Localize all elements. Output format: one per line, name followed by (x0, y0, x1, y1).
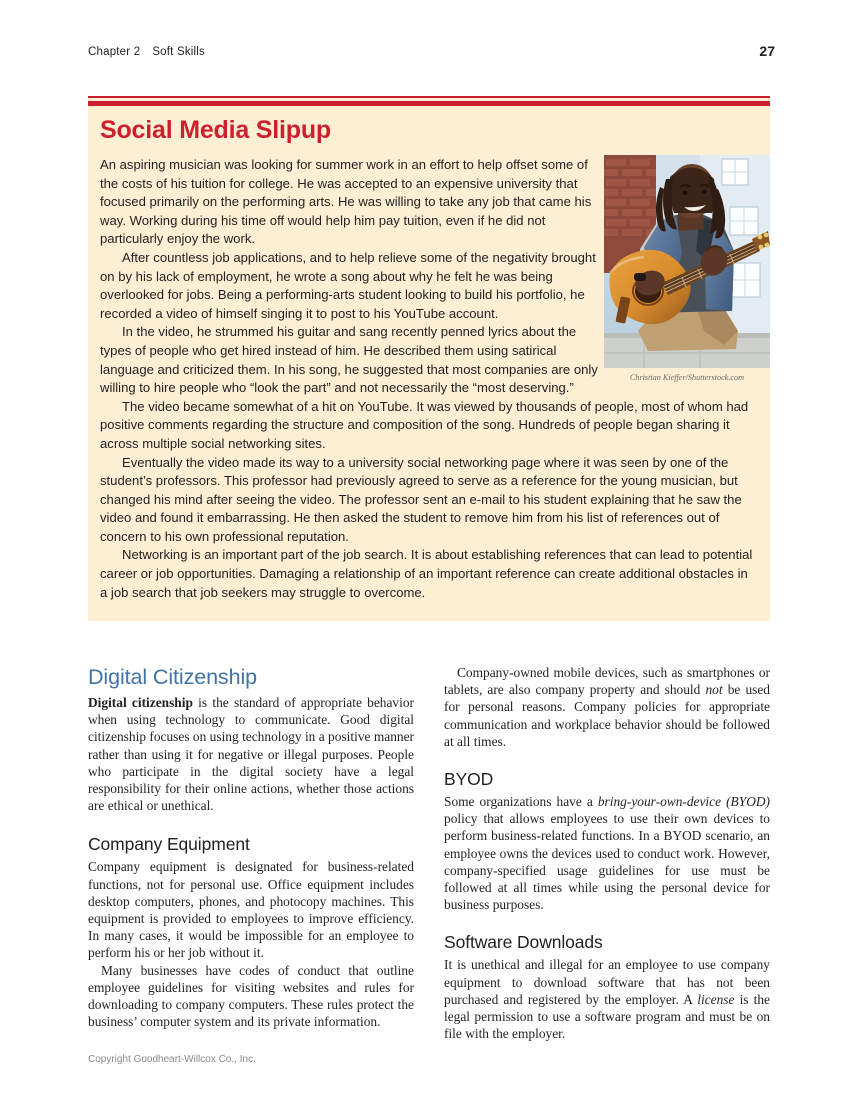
copyright-footer: Copyright Goodheart-Willcox Co., Inc. (88, 1054, 256, 1065)
body-columns (88, 664, 770, 1044)
feature-paragraph: An aspiring musician was looking for summer work in an effort to help offset some of the costs of his tuition for college. He was accepted to an expensive university that focused primarily on the performing arts. He was willing to take any job that came his way. Working during his time off would help him pay tuition, even if he did not particularly enjoy the work. (100, 157, 592, 247)
heading-byod: BYOD (444, 769, 494, 790)
running-head-chapter: Chapter 2 (88, 46, 141, 58)
term-byod: bring-your-own-device (BYOD) (597, 794, 770, 810)
heading-company-equipment: Company Equipment (88, 834, 250, 855)
feature-title: Social Media Slipup (100, 116, 331, 144)
paragraph-text: is the standard of appropriate behavior when using technology to communicate. Good digital citizenship focuses on using technology in a positive manner rather than using it for negative or illegal purposes. People who participate in the digital society have a legal responsibility for their online actions, whether those actions are ethical or unethical. (88, 695, 414, 814)
paragraph-text-before: Company-owned mobile devices, such as smartphones or tablets, are also company property and should (444, 665, 770, 698)
paragraph-byod (444, 793, 770, 913)
feature-paragraph: In the video, he strummed his guitar and sang recently penned lyrics about the types of people who get hired instead of him. He described them using satirical language and criticized them. In his song, he suggested that most companies are only willing to hire people who “look the part” and not necessarily the “most deserving.” (100, 324, 598, 396)
heading-digital-citizenship: Digital Citizenship (88, 665, 257, 689)
paragraph-company-equipment-1: Company equipment is designated for business-related functions, not for personal use. Office equipment includes desktop computers, phones, and photocopy machines. This equipment is provided to employees to improve efficiency. In many cases, it would be impossible for an employee to perform his or her job without it. (88, 859, 414, 961)
feature-paragraph: Networking is an important part of the job search. It is about establishing references that can lead to potential career or job opportunities. Damaging a relationship of an important reference can create additional obstacles in a job search that job seekers may struggle to overcome. (100, 547, 753, 600)
photo-credit: Christian Kieffer/Shutterstock.com (629, 373, 745, 382)
paragraph-text-after: is the legal permission to use a software program and must be on file with the employer. (444, 991, 770, 1042)
column-left (88, 664, 414, 1030)
page-number: 27 (759, 43, 775, 59)
paragraph-digital-citizenship (88, 694, 414, 814)
feature-paragraph: After countless job applications, and to help relieve some of the negativity brought on by his lack of employment, he wrote a song about why he felt he was being overlooked for jobs. Being a performing-arts student looking to build his portfolio, he recorded a video of himself singing it to post to his YouTube account. (100, 249, 596, 321)
feature-paragraph: Eventually the video made its way to a university social networking page where it was seen by one of the student’s professors. This professor had previously agreed to serve as a reference for the young musician, but changed his mind after seeing the video. The professor sent an e-mail to his student explaining that he saw the video and found it embarrassing. He then asked the student to remove him from his list of references out of concern to his own professional reputation. (100, 454, 742, 544)
paragraph-text-after: be used for personal reasons. Company policies for appropriate communication and workplace behavior should be followed at all times. (444, 682, 770, 749)
feature-rule-thick (88, 101, 770, 106)
paragraph-company-equipment-2: Many businesses have codes of conduct that outline employee guidelines for visiting websites and rules for downloading to company computers. These rules protect the business’ computer system and its private information. (88, 962, 414, 1030)
paragraph-text-before: It is unethical and illegal for an employee to use company equipment to download software that has not been purchased and registered by the employer. A (444, 957, 770, 1007)
emphasis-not: not (705, 682, 723, 698)
feature-box-social-media-slipup (88, 96, 770, 621)
column-right (444, 664, 770, 1042)
running-head-title: Soft Skills (152, 46, 205, 58)
feature-body (100, 156, 758, 602)
paragraph-text-before: Some organizations have a (444, 794, 598, 810)
paragraph-text-after: policy that allows employees to use their own devices to perform business-related functions. In a BYOD scenario, an employee owns the devices used to conduct work. However, company-specified usage guidelines for use must be followed at all times while using the personal device for business purposes. (444, 811, 770, 913)
term-license: license (697, 991, 735, 1007)
term-digital-citizenship: Digital citizenship (88, 695, 193, 710)
paragraph-software-downloads (444, 956, 770, 1042)
feature-rule-thin (88, 96, 770, 98)
running-head (88, 46, 205, 58)
paragraph-mobile-devices (444, 664, 770, 750)
heading-software-downloads: Software Downloads (444, 932, 603, 953)
feature-paragraph: The video became somewhat of a hit on YouTube. It was viewed by thousands of people, most of whom had positive comments regarding the structure and composition of the song. Hundreds of people began sharing it across multiple social networking sites. (100, 398, 749, 451)
